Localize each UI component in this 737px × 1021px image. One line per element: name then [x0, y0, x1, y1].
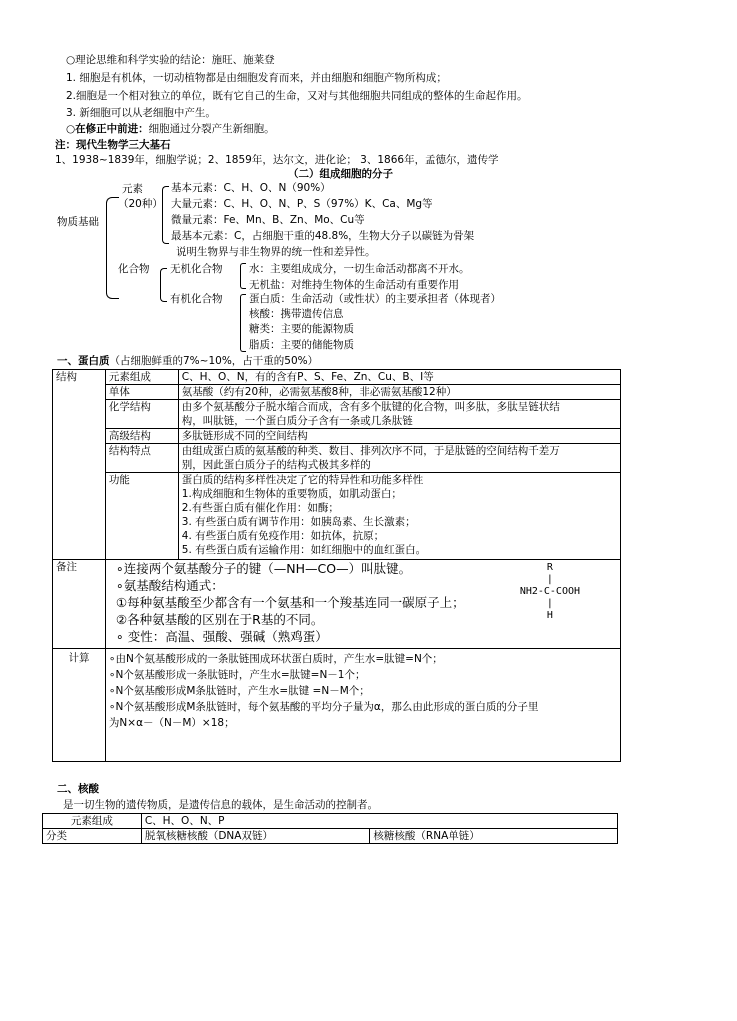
intro-line-3: 2.细胞是一个相对独立的单位，既有它自己的生命，又对与其他细胞共同组成的整体的生命起作用。: [66, 90, 528, 102]
func-line-0: 蛋白质的结构多样性决定了它的特异性和功能多样性: [181, 474, 424, 486]
chem-label: 化学结构: [105, 400, 178, 429]
structure-label: 结构: [53, 370, 106, 560]
note-label: 备注: [53, 560, 106, 649]
intro-line-5-rest: 细胞通过分裂产生新细胞。: [148, 123, 275, 135]
calc-line-4: ∘N个氨基酸形成M条肽链时，每个氨基酸的平均分子量为α，那么由此形成的蛋白质的分子里: [108, 701, 539, 713]
note-line-1: ∘连接两个氨基酸分子的键（—NH—CO—）叫肽键。: [115, 561, 412, 576]
water-item: 水：主要组成成分，一切生命活动都离不开水。: [249, 263, 470, 275]
intro-line-1: ○理论思维和科学实验的结论：施旺、施莱登: [66, 54, 275, 66]
major-elements: 大量元素：C、H、O、N、P、S（97%）K、Ca、Mg等: [171, 198, 433, 210]
func-line-4: 4. 有些蛋白质有免疫作用：如抗体，抗原；: [181, 530, 385, 542]
calc-label: 计算: [53, 649, 106, 762]
calc-line-5: 为N×α－（N－M）×18；: [108, 717, 235, 729]
note-title: 注：现代生物学三大基石: [55, 139, 171, 151]
protein-heading-rest: （占细胞鲜重的7%~10%，占干重的50%）: [109, 355, 319, 367]
formula-h: H: [546, 610, 553, 621]
note-line-3: ①每种氨基酸至少都含有一个氨基和一个羧基连同一碳原子上；: [115, 595, 465, 610]
inorganic-brace: [240, 263, 246, 289]
calc-line-2: ∘N个氨基酸形成一条肽链时，产生水=肽键=N－1个；: [108, 669, 366, 681]
feat-line-1: 由组成蛋白质的氨基酸的种类、数目、排列次序不同，于是肽链的空间结构千差万: [181, 445, 560, 457]
unit-label: 单体: [105, 385, 178, 400]
tree-yuansu: 元素: [122, 183, 143, 195]
comp-label: 元素组成: [105, 370, 178, 385]
protein-item: 蛋白质：生命活动（或性状）的主要承担者（体现者）: [249, 293, 501, 305]
unit-value: 氨基酸（约有20种，必需氨基酸8种，非必需氨基酸12种）: [178, 385, 620, 400]
root-brace: [106, 197, 119, 299]
amino-acid-formula: [518, 562, 582, 622]
section-2-title: （二）组成细胞的分子: [288, 168, 393, 180]
formula-bar-bottom: |: [546, 598, 553, 609]
calc-line-1: ∘由N个氨基酸形成的一条肽链围成环状蛋白质时，产生水=肽键=N个；: [108, 653, 443, 665]
note-text: 1、1938~1839年，细胞学说；2、1859年，达尔文，进化论； 3、1866年，孟德尔，遗传学: [55, 154, 499, 166]
intro-line-5-bold: ○在修正中前进：: [66, 123, 149, 135]
tree-root: 物质基础: [57, 216, 99, 228]
func-line-5: 5. 有些蛋白质有运输作用：如红细胞中的血红蛋白。: [181, 544, 427, 556]
intro-line-2: 1. 细胞是有机体，一切动植物都是由细胞发育而来，并由细胞和细胞产物所构成；: [66, 72, 447, 84]
func-line-1: 1.构成细胞和生物体的重要物质，如肌动蛋白；: [181, 488, 402, 500]
note-line-4: ②各种氨基酸的区别在于R基的不同。: [115, 612, 324, 627]
organic-compound: 有机化合物: [170, 293, 223, 305]
protein-heading: [57, 354, 318, 368]
sugar-item: 糖类：主要的能源物质: [249, 323, 354, 335]
rna-cell: 核糖核酸（RNA单链）: [370, 829, 618, 844]
nucleic-desc: 是一切生物的遗传物质，是遗传信息的载体，是生命活动的控制者。: [63, 799, 378, 811]
feat-label: 结构特点: [105, 444, 178, 473]
feat-line-2: 别，因此蛋白质分子的结构式极其多样的: [181, 459, 371, 471]
tree-yuansu-sub: （20种）: [118, 198, 163, 210]
protein-heading-bold: 一、蛋白质: [57, 355, 110, 367]
formula-r: R: [546, 562, 553, 573]
element-brace: [162, 186, 169, 244]
feat-value: [178, 444, 620, 473]
nucleic-class-label: 分类: [43, 829, 142, 844]
nucleic-heading: 二、核酸: [57, 783, 99, 795]
basic-elements: 基本元素：C、H、O、N（90%）: [171, 182, 331, 194]
func-line-2: 2.有些蛋白质有催化作用：如酶；: [181, 502, 339, 514]
compound-brace: [160, 268, 167, 302]
salt-item: 无机盐：对维持生物体的生命活动有重要作用: [249, 279, 459, 291]
func-value: [178, 473, 620, 560]
micro-elements: 微量元素：Fe、Mn、B、Zn、Mo、Cu等: [171, 214, 365, 226]
organic-brace: [240, 294, 246, 352]
inorganic-compound: 无机化合物: [170, 263, 223, 275]
tree-compound: 化合物: [118, 263, 150, 275]
high-label: 高级结构: [105, 429, 178, 444]
intro-line-5: [66, 122, 275, 136]
note-value: [105, 560, 620, 649]
chem-line-2: 构，叫肽链，一个蛋白质分子含有一条或几条肽链: [181, 415, 413, 427]
intro-line-4: 3. 新细胞可以从老细胞中产生。: [66, 107, 216, 119]
dna-cell: 脱氧核糖核酸（DNA双链）: [141, 829, 370, 844]
protein-table: [52, 369, 621, 762]
calc-value: [105, 649, 620, 762]
lipid-item: 脂质：主要的储能物质: [249, 339, 354, 351]
func-line-3: 3. 有些蛋白质有调节作用：如胰岛素、生长激素；: [181, 516, 416, 528]
comp-value: C、H、O、N，有的含有P、S、Fe、Zn、Cu、B、I等: [178, 370, 620, 385]
nucleic-comp-value: C、H、O、N、P: [141, 814, 617, 829]
note-line-5: ∘ 变性：高温、强酸、强碱（熟鸡蛋）: [115, 629, 328, 644]
unity-note: 说明生物界与非生物界的统一性和差异性。: [176, 246, 376, 258]
high-value: 多肽链形成不同的空间结构: [178, 429, 620, 444]
nucleic-item: 核酸：携带遗传信息: [249, 308, 344, 320]
calc-line-3: ∘N个氨基酸形成M条肽链时，产生水=肽键 =N－M个；: [108, 685, 370, 697]
func-label: 功能: [105, 473, 178, 560]
chem-value: [178, 400, 620, 429]
nucleic-comp-label: 元素组成: [43, 814, 142, 829]
note-line-2: ∘氨基酸结构通式：: [115, 578, 224, 593]
nucleic-table: [42, 813, 618, 844]
formula-main: NH2-C-COOH: [519, 586, 581, 597]
most-basic-element: 最基本元素：C，占细胞干重的48.8%，生物大分子以碳链为骨架: [171, 230, 475, 242]
chem-line-1: 由多个氨基酸分子脱水缩合而成，含有多个肽键的化合物，叫多肽，多肽呈链状结: [181, 401, 560, 413]
formula-bar-top: |: [546, 574, 553, 585]
